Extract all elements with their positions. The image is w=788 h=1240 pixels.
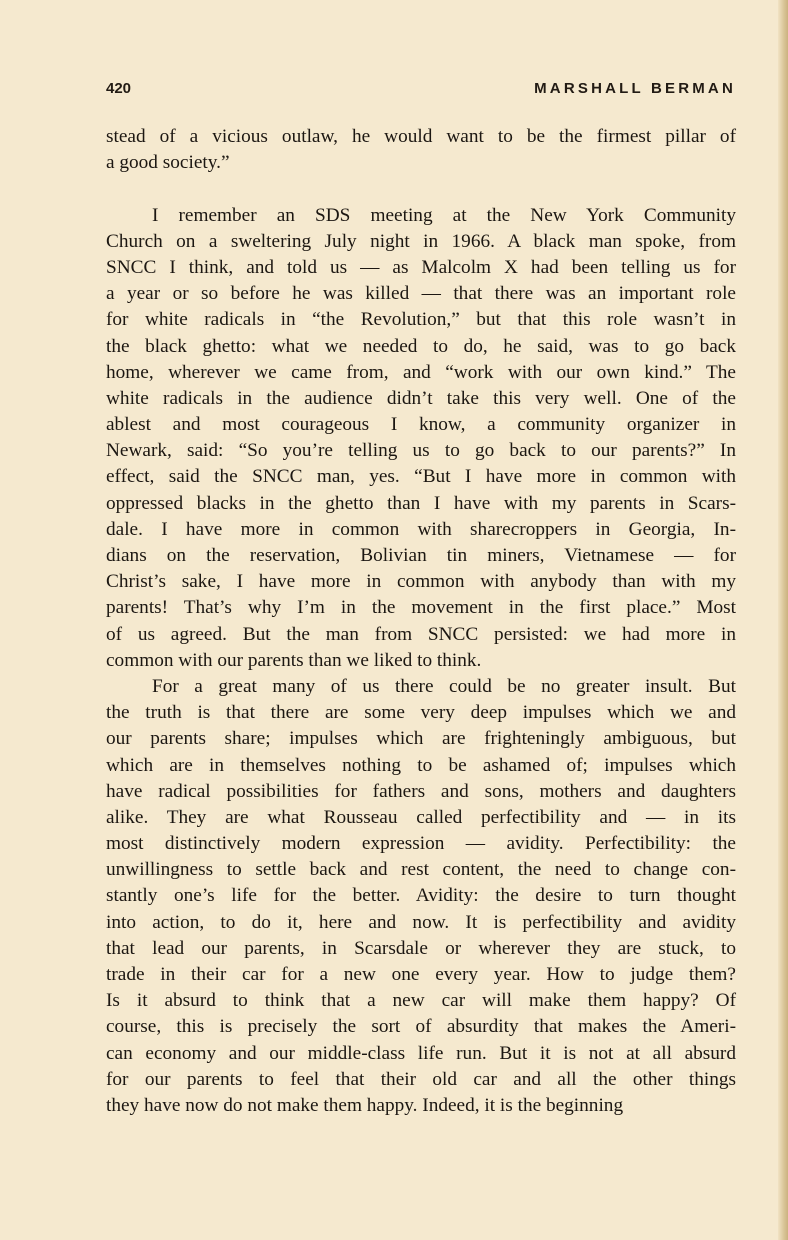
- text-line: Church on a sweltering July night in 1966. A black man spoke, from: [106, 230, 736, 252]
- text-line: unwillingness to settle back and rest content, the need to change con-: [106, 859, 736, 881]
- text-line: home, wherever we came from, and “work with our own kind.” The: [106, 361, 736, 383]
- text-line: for white radicals in “the Revolution,” but that this role wasn’t in: [106, 309, 736, 331]
- text-line: stantly one’s life for the better. Avidity: the desire to turn thought: [106, 885, 736, 907]
- text-line: Christ’s sake, I have more in common with anybody than with my: [106, 571, 736, 593]
- text-line: Newark, said: “So you’re telling us to go back to our parents?” In: [106, 440, 736, 462]
- text-line: trade in their car for a new one every year. How to judge them?: [106, 964, 736, 985]
- paragraph: [106, 203, 736, 674]
- text-line: ablest and most courageous I know, a community organizer in: [106, 414, 736, 436]
- text-line: Is it absurd to think that a new car will make them happy? Of: [106, 990, 736, 1012]
- text-line: can economy and our middle-class life run. But it is not at all absurd: [106, 1042, 736, 1064]
- paragraph: [106, 674, 736, 1119]
- text-line: a year or so before he was killed — that there was an important role: [106, 283, 736, 305]
- page-edge: [778, 0, 788, 1240]
- paragraph-spacer: [106, 176, 736, 202]
- text-line: of us agreed. But the man from SNCC persisted: we had more in: [106, 623, 736, 645]
- text-line: into action, to do it, here and now. It is perfectibility and avidity: [106, 911, 736, 933]
- paragraph: [106, 124, 736, 176]
- text-line: effect, said the SNCC man, yes. “But I have more in common with: [106, 466, 736, 488]
- text-line: common with our parents than we liked to think.: [106, 649, 482, 671]
- text-line: the black ghetto: what we needed to do, he said, was to go back: [106, 335, 736, 357]
- text-line: dale. I have more in common with sharecroppers in Georgia, In-: [106, 518, 736, 540]
- text-line: a good society.”: [106, 152, 230, 174]
- text-line: dians on the reservation, Bolivian tin miners, Vietnamese — for: [106, 545, 736, 566]
- text-line: stead of a vicious outlaw, he would want to be the firmest pillar of: [106, 126, 736, 147]
- text-line: most distinctively modern expression — avidity. Perfectibility: the: [106, 833, 736, 855]
- text-line: course, this is precisely the sort of absurdity that makes the Ameri-: [106, 1016, 736, 1038]
- page-number: 420: [106, 80, 132, 97]
- text-line: parents! That’s why I’m in the movement in the first place.” Most: [106, 597, 736, 619]
- text-line: the truth is that there are some very deep impulses which we and: [106, 702, 736, 724]
- text-line: alike. They are what Rousseau called perfectibility and — in its: [106, 806, 736, 828]
- text-line: they have now do not make them happy. Indeed, it is the beginning: [106, 1094, 624, 1116]
- text-line: have radical possibilities for fathers and sons, mothers and daughters: [106, 780, 736, 802]
- running-head: MARSHALL BERMAN: [534, 80, 736, 97]
- text-line: that lead our parents, in Scarsdale or wherever they are stuck, to: [106, 937, 736, 959]
- text-line: SNCC I think, and told us — as Malcolm X had been telling us for: [106, 256, 736, 278]
- text-line: oppressed blacks in the ghetto than I have with my parents in Scars-: [106, 492, 736, 514]
- text-line: for our parents to feel that their old car and all the other things: [106, 1068, 736, 1090]
- text-line: white radicals in the audience didn’t take this very well. One of the: [106, 387, 736, 409]
- text-line: which are in themselves nothing to be ashamed of; impulses which: [106, 754, 736, 776]
- text-line: our parents share; impulses which are frighteningly ambiguous, but: [106, 728, 736, 750]
- body-text: [106, 124, 736, 1119]
- text-line: For a great many of us there could be no greater insult. But: [152, 675, 736, 697]
- text-line: I remember an SDS meeting at the New York Community: [152, 204, 736, 226]
- running-header: [106, 80, 736, 104]
